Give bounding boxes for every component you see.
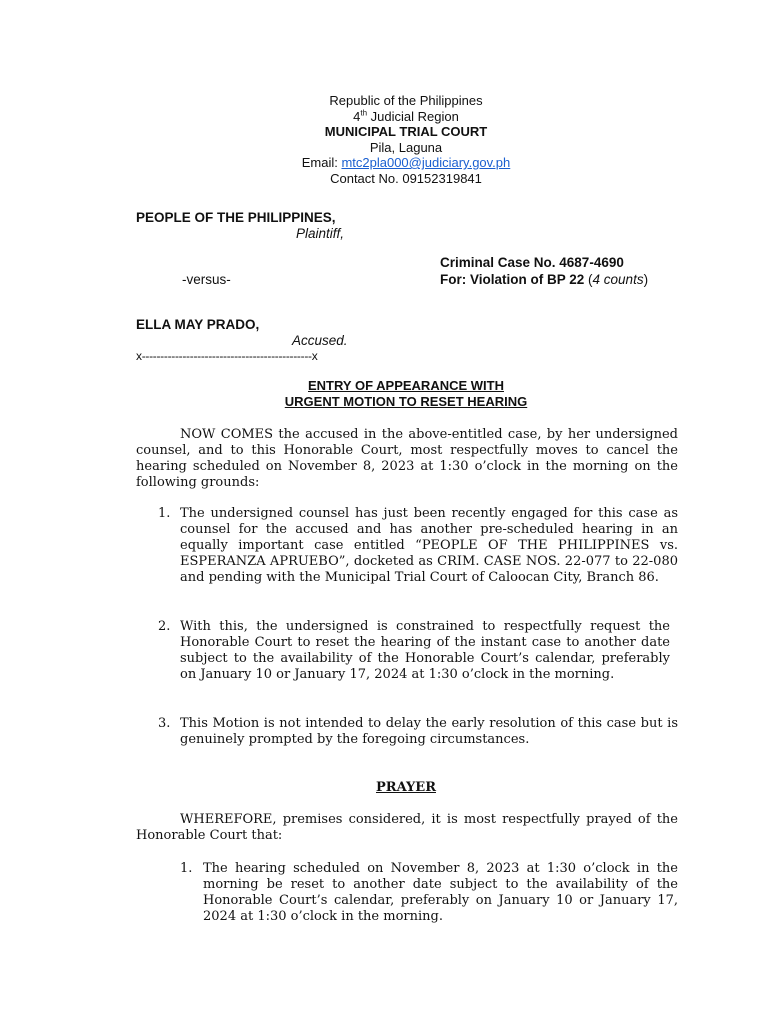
plaintiff-role: Plaintiff,	[296, 226, 345, 241]
court-header	[0, 93, 768, 186]
court-name: MUNICIPAL TRIAL COURT	[324, 124, 488, 139]
ground-number: 3.	[158, 716, 171, 731]
republic-line: Republic of the Philippines	[329, 93, 483, 108]
contact-line: Contact No. 09152319841	[330, 170, 482, 186]
title-line-2: URGENT MOTION TO RESET HEARING	[284, 394, 528, 409]
prayer-intro: WHEREFORE, premises considered, it is most respectfully prayed of the Honorable Court that:	[136, 812, 678, 843]
email-link[interactable]: mtc2pla000@judiciary.gov.ph	[341, 155, 511, 170]
ground-text: This Motion is not intended to delay the early resolution of this case but is genuinely prompted by the foregoing circumstances.	[180, 716, 678, 747]
plaintiff-name: PEOPLE OF THE PHILIPPINES,	[136, 210, 336, 225]
prayer-item-text: The hearing scheduled on November 8, 2023 at 1:30 o’clock in the morning be reset to another date subject to the availability of the Honorable Court’s calendar, preferably on January 10 or January 17, 2024 at 1:30 o’clock in the morning.	[203, 861, 678, 924]
prayer-heading: PRAYER	[375, 780, 436, 795]
document-title	[0, 378, 768, 410]
ground-text: With this, the undersigned is constrained to respectfully request the Honorable Court to reset the hearing of the instant case to another date subject to the availability of the Honorable Court’s calendar, preferably on January 10 or January 17, 2024 at 1:30 o’clock in the morning.	[180, 619, 670, 682]
ground-number: 1.	[158, 506, 171, 521]
caption-divider: x----------------------------------------------x	[136, 349, 318, 363]
versus-label: -versus-	[182, 272, 231, 287]
intro-paragraph: NOW COMES the accused in the above-entitled case, by her undersigned counsel, and to this Honorable Court, most respectfully moves to cancel the hearing scheduled on November 8, 2023 at 1:30 o’clock in the morning on the following grounds:	[136, 427, 678, 490]
prayer-item-number: 1.	[180, 861, 193, 876]
violation-line: For: Violation of BP 22 (4 counts)	[440, 272, 649, 287]
region-line: 4th Judicial Region	[353, 108, 459, 124]
ground-number: 2.	[158, 619, 171, 634]
title-line-1: ENTRY OF APPEARANCE WITH	[308, 378, 504, 393]
email-line: Email: mtc2pla000@judiciary.gov.ph	[301, 155, 511, 170]
accused-name: ELLA MAY PRADO,	[136, 317, 260, 332]
accused-role: Accused.	[292, 333, 348, 348]
court-location: Pila, Laguna	[369, 139, 443, 155]
case-number: Criminal Case No. 4687-4690	[440, 255, 624, 270]
ground-text: The undersigned counsel has just been recently engaged for this case as counsel for the accused and has another pre-scheduled hearing in an equally important case entitled “PEOPLE OF THE PHILIPPINES vs. ESPERANZA APRUEBO”, docketed as CRIM. CASE NOS. 22-077 to 22-080 and pending with the Municipal Trial Court of Caloocan City, Branch 86.	[180, 506, 678, 585]
